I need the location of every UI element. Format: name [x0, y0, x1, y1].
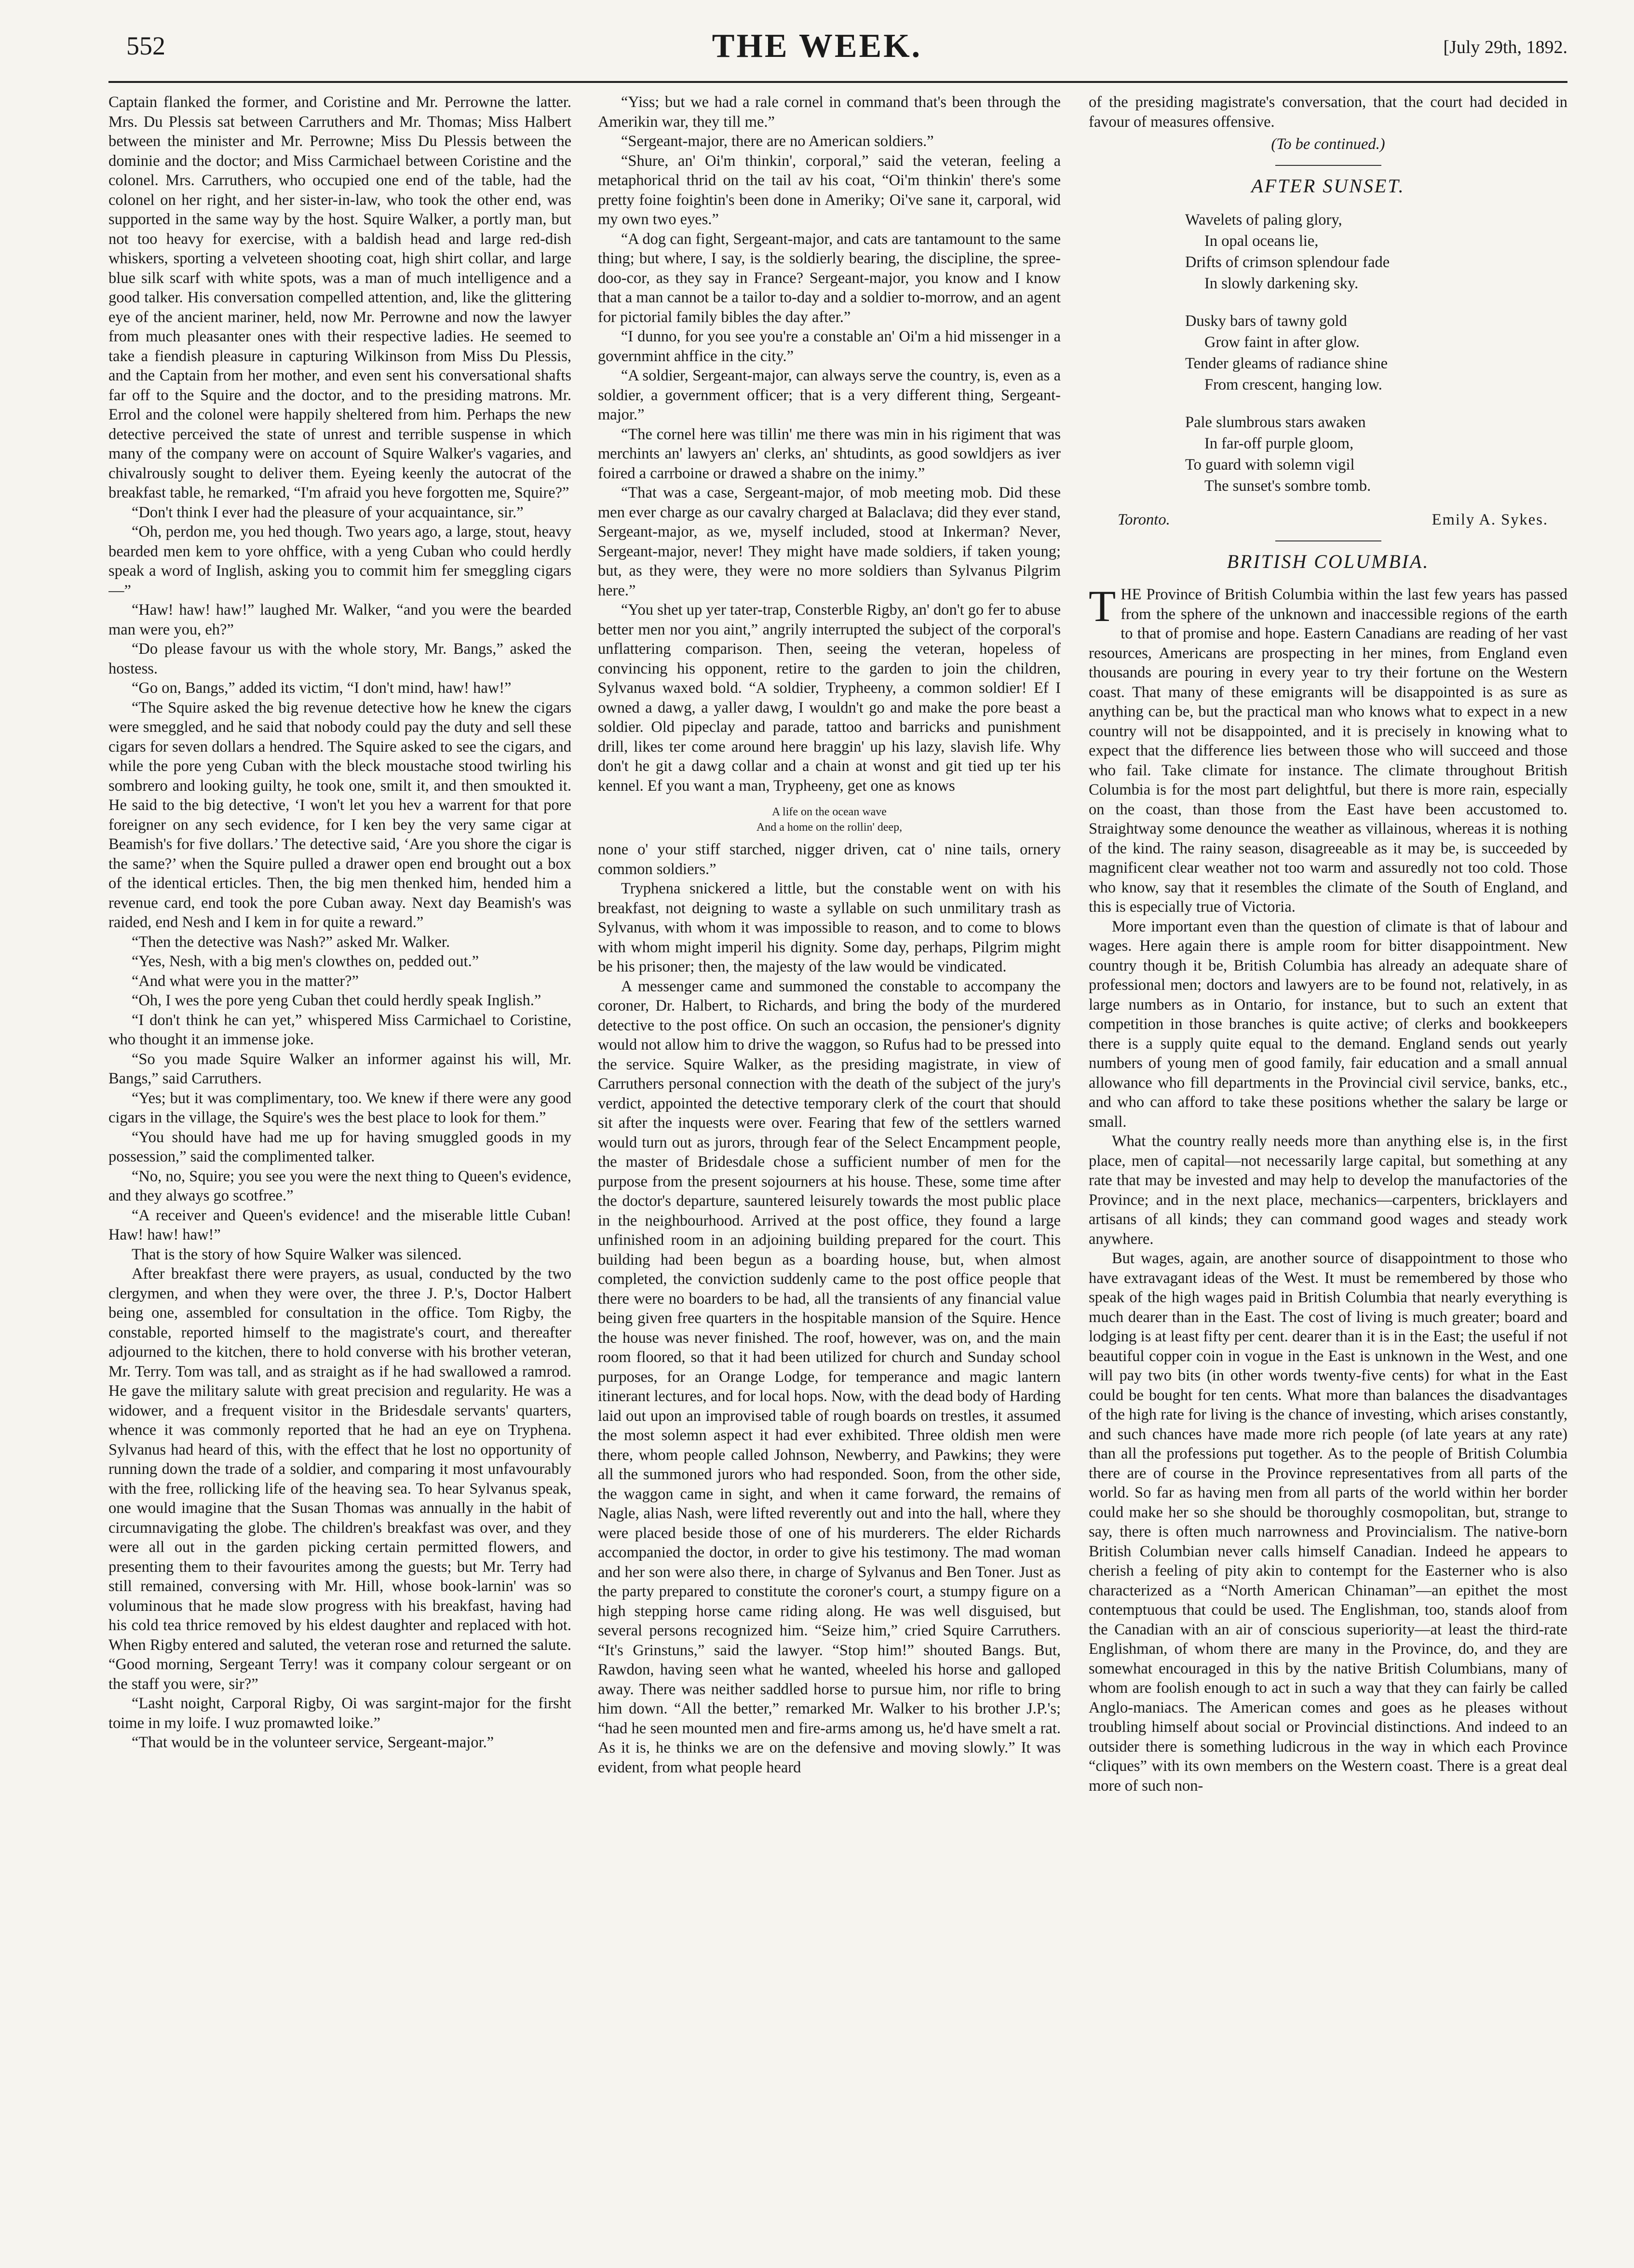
- poem-line: The sunset's sombre tomb.: [1204, 477, 1371, 495]
- masthead-title: THE WEEK.: [712, 27, 922, 65]
- stanza: [1185, 412, 1567, 497]
- poem-line: Dusky bars of tawny gold: [1185, 312, 1347, 330]
- poem-line: Pale slumbrous stars awaken: [1185, 414, 1366, 431]
- paragraph: “That would be in the volunteer service, Sergeant-major.”: [132, 1734, 494, 1751]
- paragraph: After breakfast there were prayers, as usual, conducted by the two clergymen, and when they were over, the three J. P.'s, Doctor Halbert being one, assembled for consultation in the office. Tom Rigby, the constable, reported himself to the magistrate's court, and thereafter adjourned to the kitchen, there to hold converse with his brother veteran, Mr. Terry. Tom was tall, and as straight as if he had swallowed a ramrod. He gave the military salute with great precision and regularity. He was a widower, and a frequent visitor in the Bridesdale servants' quarters, whence it was commonly reported that he had an eye on Tryphena. Sylvanus had heard of this, with the effect that he lost no opportunity of running down the trade of a soldier, and comparing it most unfavourably with the free, rollicking life of the heaving sea. To hear Sylvanus speak, one would imagine that the Susan Thomas was annually in the habit of circumnavigating the globe. The children's breakfast was over, and they were all out in the garden picking certain permitted flowers, and presenting them to their favourites among the guests; but Mr. Terry had still remained, conversing with Mr. Hill, whose book-larnin' was so voluminous that he made slow progress with his breakfast, having had his cold tea thrice removed by his eldest daughter and replaced with hot. When Rigby entered and saluted, the veteran rose and returned the salute. “Good morning, Sergeant Terry! was it company colour sergeant or on the staff you were, sir?”: [108, 1265, 571, 1693]
- to-be-continued: (To be continued.): [1271, 135, 1385, 153]
- column-2-dialogue: [598, 93, 1061, 796]
- story-ending: of the presiding magistrate's conversation, that the court had decided in favour of measures offensive.: [1089, 94, 1567, 131]
- paragraph: “You shet up yer tater-trap, Consterble Rigby, an' don't go fer to abuse better men nor you aint,” angrily interrupted the subject of the corporal's unflattering comparison. Then, seeing the veteran, hopeless of convincing his opponent, retire to the garden to join the children, Sylvanus waxed bold. “A soldier, Trypheeny, a common soldier! Ef I owned a dawg, a yaller dawg, I wouldn't go and make the pore beast a soldier. Old pipeclay and parade, tattoo and barricks and punishment drill, likes ter come around here braggin' up his lazy, slavish life. Why don't he git a dawg collar and a chain at wonst and git tied up ter his kennel. Ef you want a man, Trypheeny, get one as knows: [598, 601, 1061, 795]
- paragraph: “Yiss; but we had a rale cornel in command that's been through the Amerikin war, they till me.”: [598, 94, 1061, 131]
- poem-line: In slowly darkening sky.: [1204, 275, 1359, 292]
- paragraph: “Shure, an' Oi'm thinkin', corporal,” said the veteran, feeling a metaphorical thrid on the tail av his coat, “Oi'm thinkin' there's some pretty foine foightin's been done in Ameriky; Oi've sane it, carporal, wid my own two eyes.”: [598, 152, 1061, 228]
- poem-line: To guard with solemn vigil: [1185, 456, 1355, 473]
- paragraph: “No, no, Squire; you see you were the next thing to Queen's evidence, and they always go scotfree.”: [108, 1167, 571, 1204]
- paragraph: Tryphena snickered a little, but the constable went on with his breakfast, not deigning to waste a syllable on such unmilitary trash as Sylvanus, with whom it was impossible to reason, and to come to blows with whom might imperil his dignity. Some day, perhaps, Pilgrim might be his prisoner; then, the majesty of the law would be vindicated.: [598, 880, 1061, 975]
- paragraph: But wages, again, are another source of disappointment to those who have extravagant ideas of the West. It must be remembered by those who speak of the high wages paid in British Columbia that nearly everything is much dearer than in the East. The cost of living is much greater; board and lodging is at least fifty per cent. dearer than it is in the East; the useful if not beautiful copper coin in vogue in the East is unknown in the West, and one will pay two bits (in other words twenty-five cents) for what in the East could be bought for ten cents. What more than balances the disadvantages of the high rate for living is the chance of investing, which arises constantly, and such chances have made more rich people (of late years at any rate) than all the professions put together. As to the people of British Columbia there are of course in the Province representatives from all parts of the world. So far as having men from all parts of the world within her border could make her so she should be thoroughly cosmopolitan, but, strange to say, there is often much narrowness and Provincialism. The native-born British Columbian never calls himself Canadian. Indeed he appears to cherish a feeling of pity akin to contempt for the Easterner who is also characterized as a “North American Chinaman”—an epithet the most contemptuous that could be used. The Englishman, too, stands aloof from the Canadian with an air of conscious superiority—at least the third-rate Englishman, of whom there are many in the Province, do, and they are somewhat encouraged in this by the native British Columbians, many of whom are foolish enough to act in such a way that they can fairly be called Anglo-maniacs. The American comes and goes as he pleases without troubling himself about social or Provincial distinctions. And indeed to an outsider there is something ludicrous in the way in which each Province “cliques” with its own members on the Western coast. There is a great deal more of such non-: [1089, 1250, 1567, 1795]
- paragraph: “A soldier, Sergeant-major, can always serve the country, is, even as a soldier, a government officer; that is a very different thing, Sergeant-major.”: [598, 367, 1061, 423]
- header-rule: [108, 81, 1567, 83]
- paragraph: “And what were you in the matter?”: [132, 972, 359, 990]
- paragraph: “Go on, Bangs,” added its victim, “I don't mind, haw! haw!”: [132, 679, 512, 697]
- column-1: [108, 93, 571, 2257]
- poem-body: [1089, 209, 1567, 497]
- article-lead-paragraph: [1089, 581, 1567, 917]
- song-line: A life on the ocean wave: [772, 806, 887, 818]
- article-title: BRITISH COLUMBIA.: [1227, 550, 1430, 572]
- paragraph: “Yes, Nesh, with a big men's clowthes on, pedded out.”: [132, 953, 479, 970]
- paragraph: “Don't think I ever had the pleasure of your acquaintance, sir.”: [132, 503, 524, 521]
- paragraph: “I don't think he can yet,” whispered Miss Carmichael to Coristine, who thought it an immense joke.: [108, 1011, 571, 1048]
- paragraph: “Do please favour us with the whole story, Mr. Bangs,” asked the hostess.: [108, 640, 571, 677]
- stanza: [1185, 209, 1567, 294]
- paragraph: “So you made Squire Walker an informer against his will, Mr. Bangs,” said Carruthers.: [108, 1050, 571, 1087]
- issue-date: [July 29th, 1892.: [1443, 37, 1567, 57]
- paragraph: “The cornel here was tillin' me there was min in his rigiment that was merchints an' lawyers an' clerks, an' shtudints, as good sowldjers as iver foired a carrboine or drawed a shabre on the inimy.”: [598, 425, 1061, 482]
- paragraph: “Yes; but it was complimentary, too. We knew if there were any good cigars in the village, the Squire's wes the best place to look for them.”: [108, 1089, 571, 1126]
- paragraph: “A receiver and Queen's evidence! and the miserable little Cuban! Haw! haw! haw!”: [108, 1206, 571, 1243]
- poem-line: Wavelets of paling glory,: [1185, 211, 1342, 229]
- paragraph: “Oh, I wes the pore yeng Cuban thet could herdly speak Inglish.”: [132, 992, 541, 1009]
- paragraph: “Oh, perdon me, you hed though. Two years ago, a large, stout, heavy bearded men kem to yore ohffice, with a yeng Cuban who could herdly speak a word of Inglish, asking you to commit him fer smeggling cigars—”: [108, 523, 571, 599]
- paragraph: “Sergeant-major, there are no American soldiers.”: [621, 133, 934, 150]
- article-body: [1089, 917, 1567, 1796]
- paragraph: none o' your stiff starched, nigger driven, cat o' nine tails, ornery common soldiers.”: [598, 841, 1061, 878]
- drop-cap: T: [1089, 581, 1116, 631]
- paragraph: That is the story of how Squire Walker was silenced.: [132, 1245, 462, 1263]
- song-quotation: [598, 804, 1061, 835]
- poem-line: In opal oceans lie,: [1204, 232, 1319, 250]
- paragraph: “Then the detective was Nash?” asked Mr. Walker.: [132, 933, 450, 951]
- paragraph: More important even than the question of climate is that of labour and wages. Here again there is ample room for bitter disappointment. New country though it be, British Columbia has already an adequate share of professional men; doctors and lawyers are to be found not, relatively, in as large numbers as in Ontario, for instance, but to such an extent that competition in those branches is quite active; of clerks and bookkeepers there is a supply quite equal to the demand. England sends out yearly numbers of young men of good family, fair education and a small annual allowance who fill departments in the Provincial civil service, banks, etc., and who can afford to take these positions whether the salary be large or small.: [1089, 918, 1567, 1131]
- song-line: And a home on the rollin' deep,: [756, 821, 903, 834]
- poem-line: Grow faint in after glow.: [1204, 334, 1360, 351]
- paragraph: What the country really needs more than anything else is, in the first place, men of capital—not necessarily large capital, but something at any rate that may be invested and may help to develop the manufactories of the Province; and in the next place, mechanics—carpenters, bricklayers and artisans of all kinds; they can command good wages and steady work anywhere.: [1089, 1133, 1567, 1248]
- stanza: [1185, 310, 1567, 395]
- article-lead-text: HE Province of British Columbia within the last few years has passed from the sphere of the unknown and inaccessible regions of the earth to that of promise and hope. Eastern Canadians are reading of her vast resources, Americans are prospecting in her mines, from England even thousands are pouring in every year to try their fortune on the Western coast. That many of these emigrants will be disappointed is as sure as anything can be, but the practical man who knows what to expect in a new country will not be disappointed, and it is precisely in knowing what to expect that the difference lies between those who will succeed and those who fail. Take climate for instance. The climate throughout British Columbia is for the most part delightful, but there is more rain, especially on the coast, than those from the East have been accustomed to. Straightway some denounce the weather as villainous, whereas it is nothing of the kind. The rainy season, disagreeable as it may be, is succeeded by magnificent clear weather not too warm and assuredly not too cold. Those who know, say that it resembles the climate of the South of England, and this is especially true of Victoria.: [1089, 586, 1567, 916]
- poem-signature: [1089, 510, 1567, 530]
- poem-line: Drifts of crimson splendour fade: [1185, 254, 1390, 271]
- poem-line: In far-off purple gloom,: [1204, 435, 1354, 452]
- paragraph: “A dog can fight, Sergeant-major, and cats are tantamount to the same thing; but where, I say, is the soldierly bearing, the discipline, the spree-doo-cor, as they say in France? Sergeant-major, you know and I know that a man cannot be a tailor to-day and a soldier to-morrow, and an agent for pictorial family bibles the day after.”: [598, 230, 1061, 326]
- paragraph: “Haw! haw! haw!” laughed Mr. Walker, “and you were the bearded man were you, eh?”: [108, 601, 571, 638]
- column-3: [1089, 93, 1567, 2257]
- paragraph: “The Squire asked the big revenue detective how he knew the cigars were smeggled, and he said that nobody could pay the duty and sell these cigars for seven dollars a hendred. The Squire asked to see the cigars, and while the pore yeng Cuban with the bleck moustache stood twirling his sombrero and looking guilty, he took one, smilt it, and then smoukted it. He said to the big detective, ‘I won't let you hev a warrent for that pore foreigner on any sech evidence, for I ken bey the very same cigar at Beamish's for five dollars.’ The detective said, ‘Are you shore the cigar is the same?’ when the Squire pulled a drawer open end brought out a box of the identical erticles. Then, the big men thenked him, hended him a revenue card, end took the pore Cuban away. Next day Beamish's was raided, end Nesh and I kem in for quite a reward.”: [108, 699, 571, 931]
- poem-line: From crescent, hanging low.: [1204, 376, 1382, 393]
- column-2: [598, 93, 1061, 2257]
- poem-place: Toronto.: [1118, 511, 1170, 528]
- paragraph: “That was a case, Sergeant-major, of mob meeting mob. Did these men ever charge as our cavalry charged at Balaclava; did they ever stand, Sergeant-major, as we, myself included, stood at Inkerman? Never, Sergeant-major, never! They might have made soldiers, if taken young; but, as they were, they were no more soldiers than Sylvanus Pilgrim here.”: [598, 484, 1061, 599]
- paragraph: “You should have had me up for having smuggled goods in my possession,” said the complimented talker.: [108, 1128, 571, 1165]
- section-rule: [1275, 165, 1381, 166]
- column-2-narrative: [598, 840, 1061, 1777]
- poem-line: Tender gleams of radiance shine: [1185, 355, 1388, 372]
- poem-title: AFTER SUNSET.: [1251, 175, 1405, 197]
- paragraph: Captain flanked the former, and Coristine and Mr. Perrowne the latter. Mrs. Du Plessis sat between Carruthers and Mr. Thomas; Miss Halbert between the minister and Mr. Perrowne; Miss Du Plessis between the dominie and the doctor; and Miss Carmichael between Coristine and the colonel. Mrs. Carruthers, who occupied one end of the table, had the colonel on her right, and her sister-in-law, who took the other end, was supported in the same way by the host. Squire Walker, a portly man, but not too heavy for exercise, with a baldish head and large red-dish whiskers, sporting a velveteen shooting coat, high shirt collar, and large blue silk scarf with white spots, was a man of much intelligence and a good talker. His conversation compelled attention, and, like the glittering eye of the ancient mariner, held, now Mr. Perrowne and now the lawyer from much pleasanter ones with their respective ladies. He seemed to take a fiendish pleasure in capturing Wilkinson from Miss Du Plessis, and the Captain from her mother, and even sent his conversational shafts far off to the Squire and the doctor, and to the presiding matrons. Mr. Errol and the colonel were happily sheltered from him. Perhaps the new detective perceived the state of unrest and terrible suspense in which many of the company were on account of Squire Walker's vagaries, and chivalrously sought to deliver them. Eyeing keenly the autocrat of the breakfast table, he remarked, “I'm afraid you heve forgotten me, Squire?”: [108, 94, 571, 501]
- paragraph: A messenger came and summoned the constable to accompany the coroner, Dr. Halbert, to Richards, and bring the body of the murdered detective to the post office. On such an occasion, the pensioner's dignity would not allow him to drive the waggon, so Rufus had to be pressed into the service. Squire Walker, as the presiding magistrate, in view of Carruthers personal connection with the death of the subject of the jury's verdict, appointed the detective temporary clerk of the court that should sit after the inquests were over. Fearing that few of the settlers warned would turn out as jurors, through fear of the Select Encampment people, the master of Bridesdale chose a sufficient number of men for the purpose from the present sojourners at his house. These, some time after the doctor's departure, sauntered leisurely towards the most public place in the neighbourhood. Arrived at the post office, they found a large unfinished room in an adjoining building prepared for the court. This building had been begun as a boarding house, but, when almost completed, the conviction suddenly came to the post office people that there were no boarders to be had, all the transients of any financial value being given free quarters in the hospitable mansion of the Squire. Hence the house was never finished. The roof, however, was on, and the main room floored, so that it had been utilized for church and Sunday school purposes, for an Orange Lodge, for temperance and magic lantern itinerant lectures, and for local hops. Now, with the dead body of Harding laid out upon an improvised table of rough boards on trestles, it assumed the most solemn aspect it had ever exhibited. Three oldish men were there, whom people called Johnson, Newberry, and Pawkins; they were all the summoned jurors who had responded. Soon, from the other side, the waggon came in sight, and when it came forward, the remains of Nagle, alias Nash, were lifted reverently out and into the hall, where they were placed beside those of one of his murderers. The elder Richards accompanied the doctor, in order to give his testimony. The mad woman and her son were also there, in charge of Sylvanus and Ben Toner. Just as the party prepared to constitute the coroner's court, a stumpy figure on a high stepping horse came riding along. He was well disguised, but several persons recognized him. “Seize him,” cried Squire Carruthers. “It's Grinstuns,” said the lawyer. “Stop him!” shouted Bangs. But, Rawdon, having seen what he wanted, wheeled his horse and galloped away. There was neither saddled horse to pursue him, nor rifle to bring him down. “All the better,” remarked Mr. Walker to his brother J.P.'s; “had he seen mounted men and fire-arms among us, he'd have smelt a rat. As it is, he thinks we are on the defensive and moving slowly.” It was evident, from what people heard: [598, 977, 1061, 1776]
- section-rule: [1275, 540, 1381, 541]
- poem-author: Emily A. Sykes.: [1431, 511, 1548, 528]
- paragraph: “I dunno, for you see you're a constable an' Oi'm a hid missenger in a governmint ahffice in the city.”: [598, 328, 1061, 365]
- paragraph: “Lasht noight, Carporal Rigby, Oi was sargint-major for the firsht toime in my loife. I wuz promawted loike.”: [108, 1695, 571, 1732]
- page-number: 552: [126, 31, 165, 60]
